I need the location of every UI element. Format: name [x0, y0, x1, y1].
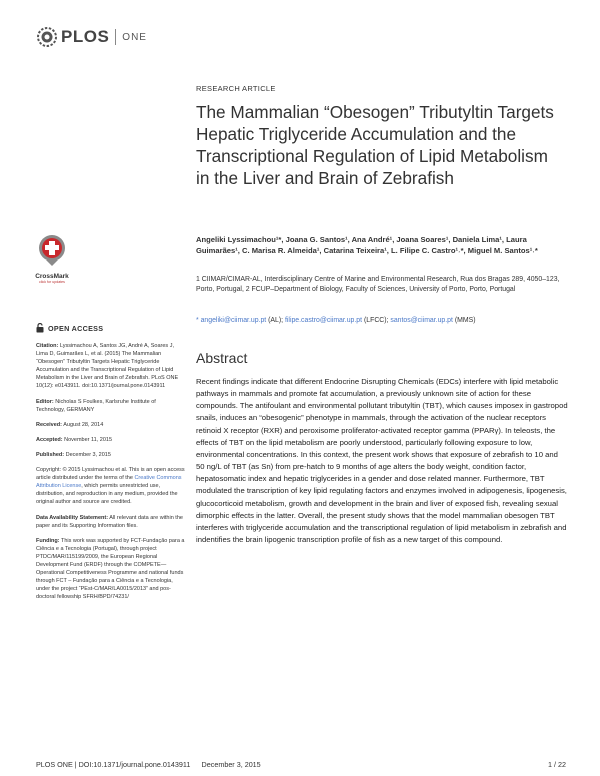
email-link-mms[interactable]: santos@ciimar.up.pt [390, 317, 453, 324]
email-link-al[interactable]: * angeliki@ciimar.up.pt [196, 317, 267, 324]
editor-label: Editor: [36, 398, 54, 405]
abstract-body: Recent findings indicate that different Endocrine Disrupting Chemicals (EDCs) interfere with lipid metabolic pathways in mammals and promote fat accumulation, a previously unknown site of action for these compounds. The antifoulant and environmental pollutant tributyltin (TBT), which causes imposex in gastropod snails, induces an “obesogenic” phenotype in mammals, through the activation of the nuclear receptors retinoid X receptor (RXR) and peroxisome proliferator-activated receptor gamma (PPARγ). In teleosts, the effects of TBT on the lipid metabolism are poorly understood, particularly following exposure to low, environmental concentrations. In this context, the present work shows that exposure of zebrafish to 10 and 50 ng/L of TBT (as Sn) from pre-hatch to 9 months of age alters the body weight, condition factor, hepatosomatic index and hepatic triglycerides in a gender and dose related manner. Furthermore, TBT modulated the transcription of key lipid regulating factors and enzymes involved in adipogenesis, lipogenesis, glucocorticoid metabolism, growth and development in the brain and liver of exposed fish, revealing sexual dimorphic effects in the latter. Overall, the present study shows that the model mammalian obesogen TBT interferes with triglyceride accumulation and the transcriptional regulation of lipid metabolism in zebrafish and indentifies the brain lipogenic transcription profile of fish as a new target of this compound. [196, 377, 568, 545]
crossmark-icon [37, 233, 67, 267]
article-title: The Mammalian “Obesogen” Tributyltin Targets Hepatic Triglyceride Accumulation and the Transcriptional Regulation of Lipid Metabolism in the Liver and Brain of Zebrafish [196, 102, 554, 188]
affiliations: 1 CIIMAR/CIMAR-AL, Interdisciplinary Centre of Marine and Environmental Research, Rua dos Bragas 289, 4050–123, Porto, Portugal, 2 FCUP–Department of Biology, Faculty of Sciences, University of Porto, Porto, Portugal [196, 276, 560, 294]
funding-label: Funding: [36, 537, 60, 544]
funding-text: This work was supported by FCT-Fundação para a Ciência e a Tecnologia (Portugal), through project PTDC/MAR/115199/2009, the European Regional Development Fund (ERDF) through the COMPETE—Operational Competitiveness Programme and national funds through FCT – Fundação para a Ciência e a Tecnologia, under the project “PEst-C/MAR/LA0015/2013” and pos-doctoral fellowship SFRH/BPD/74231/ [36, 537, 185, 601]
email-suffix-al: (AL); [266, 317, 285, 324]
accepted-date: November 11, 2015 [62, 436, 113, 443]
abstract-heading: Abstract [196, 350, 248, 366]
data-availability-block [36, 514, 186, 530]
citation-text: Lyssimachou A, Santos JG, André A, Soares J, Lima D, Guimarães L, et al. (2015) The Mammalian “Obesogen” Tributyltin Targets Hepatic Triglyceride Accumulation and the Transcriptional Regulation of Lipid Metabolism in the Liver and Brain of Zebrafish. PLoS ONE 10(12): e0143911. doi:10.1371/journal.pone.0143911 [36, 343, 179, 390]
crossmark-sublabel: click for updates [39, 280, 65, 284]
logo-divider [115, 29, 116, 45]
editor-block [36, 398, 186, 414]
email-suffix-mms: (MMS) [452, 317, 476, 324]
open-lock-icon [36, 323, 44, 333]
cc-license-link[interactable]: Creative Commons Attribution License [36, 475, 182, 490]
article-metadata-sidebar [36, 342, 186, 608]
accepted-label: Accepted: [36, 436, 63, 443]
editor-text: Nicholas S Foulkes, Karlsruhe Institute of Technology, GERMANY [36, 398, 156, 413]
received-block [36, 421, 186, 429]
crossmark-badge[interactable] [35, 233, 69, 284]
published-date: December 3, 2015 [64, 451, 111, 458]
received-label: Received: [36, 421, 62, 428]
page-number: 1 / 22 [548, 760, 566, 769]
copyright-text-end: , which permits unrestricted use, distribution, and reproduction in any medium, provided the original author and source are credited. [36, 483, 178, 506]
copyright-block [36, 466, 186, 506]
data-availability-label: Data Availability Statement: [36, 514, 109, 521]
article-type: RESEARCH ARTICLE [196, 84, 276, 93]
published-block [36, 451, 186, 459]
published-label: Published: [36, 451, 65, 458]
data-availability-text: All relevant data are within the paper and its Supporting Information files. [36, 514, 183, 529]
footer-citation: PLOS ONE | DOI:10.1371/journal.pone.0143911 December 3, 2015 [36, 760, 261, 769]
plos-one-logo[interactable] [36, 26, 147, 48]
email-suffix-lfcc: (LFCC); [362, 317, 391, 324]
plos-gear-icon [36, 26, 58, 48]
open-access-label: OPEN ACCESS [48, 323, 104, 333]
accepted-block [36, 436, 186, 444]
corresponding-emails [196, 317, 566, 324]
plos-wordmark: PLOS [61, 27, 110, 46]
crossmark-label: CrossMark [35, 273, 69, 280]
journal-name: ONE [122, 31, 147, 43]
open-access-badge [36, 323, 103, 333]
citation-label: Citation: [36, 343, 59, 349]
funding-block [36, 537, 186, 602]
citation-block [36, 342, 186, 391]
copyright-text: Copyright: © 2015 Lyssimachou et al. This is an open access article distributed under the terms of the [36, 467, 185, 482]
author-list: Angeliki Lyssimachou¹*, Joana G. Santos¹, Ana André¹, Joana Soares¹, Daniela Lima¹, Laura Guimarães¹, C. Marisa R. Almeida¹, Catarina Teixeira¹, L. Filipe C. Castro¹˒*, Miguel M. Santos¹˒* [196, 235, 538, 256]
email-link-lfcc[interactable]: filipe.castro@ciimar.up.pt [284, 317, 363, 324]
received-date: August 28, 2014 [62, 421, 104, 428]
